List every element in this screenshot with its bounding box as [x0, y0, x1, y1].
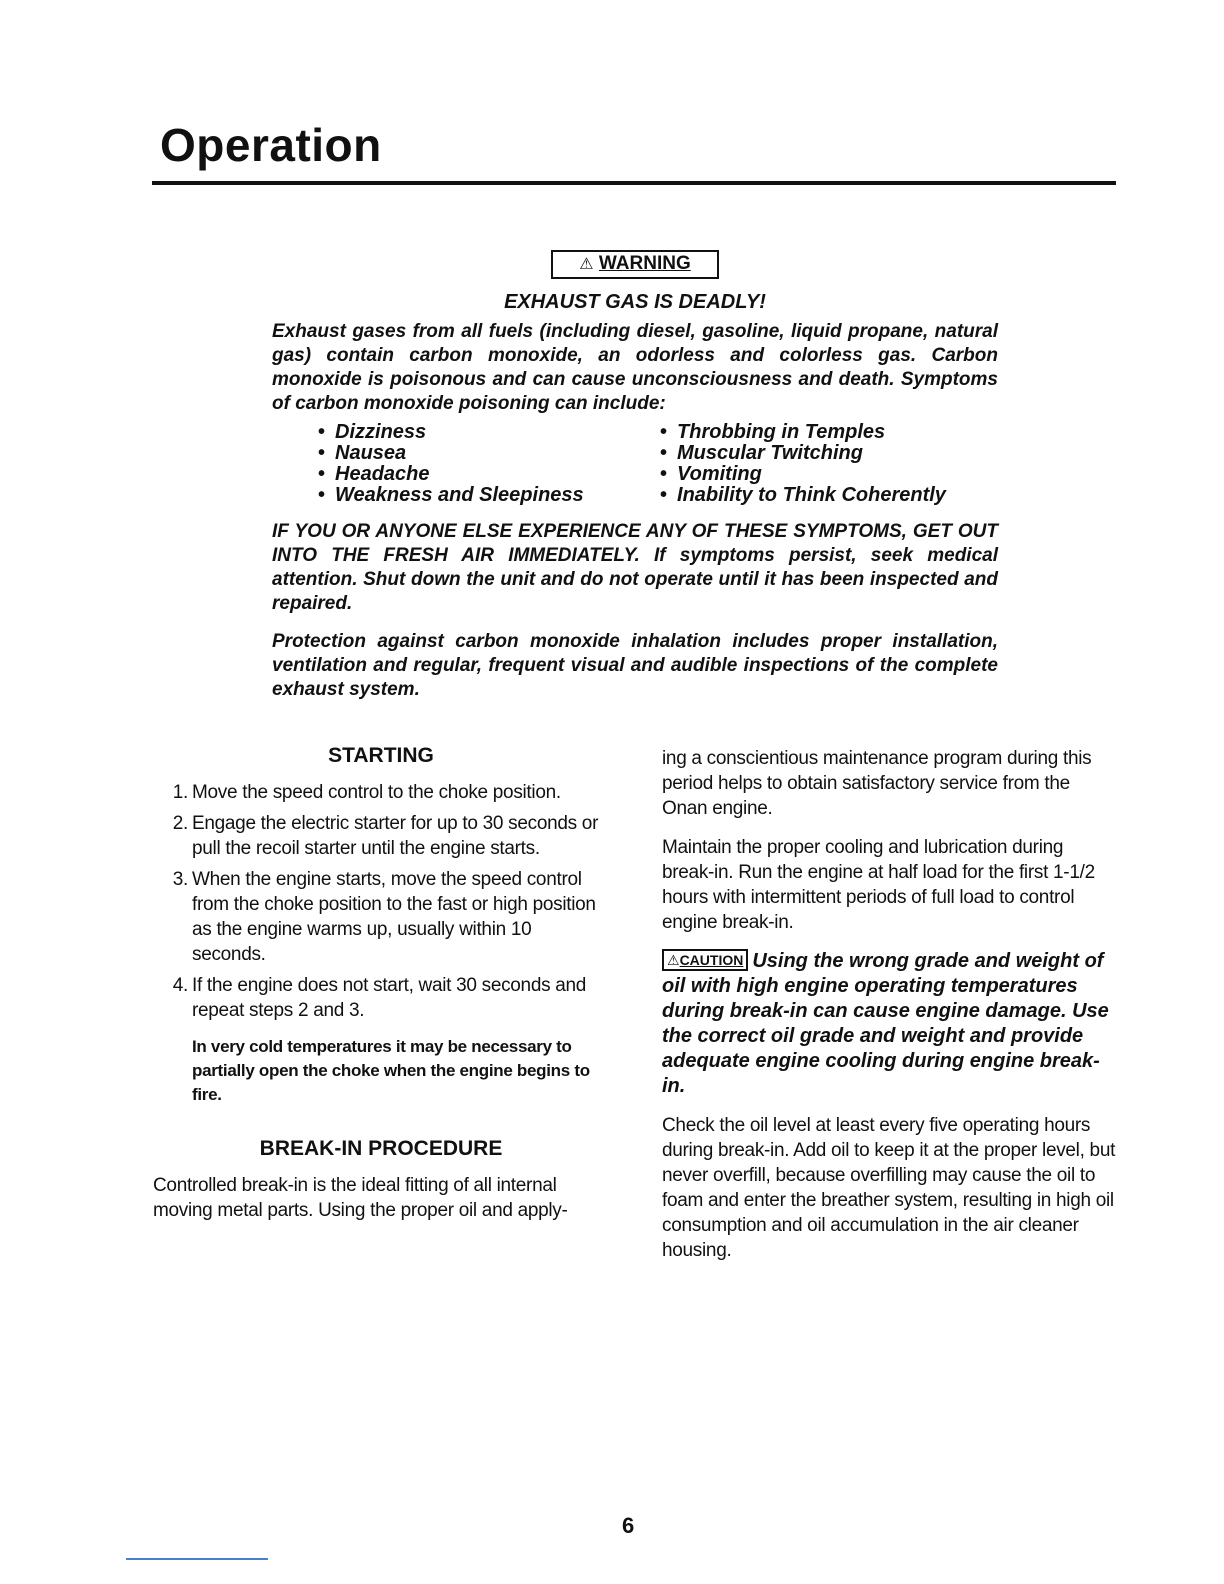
symptom-item: • Nausea	[318, 443, 660, 464]
step-text: Move the speed control to the choke position.	[192, 782, 561, 803]
warning-box	[272, 250, 998, 716]
symptom-item: • Inability to Think Coherently	[660, 485, 1000, 506]
list-item	[153, 867, 609, 967]
title-divider	[152, 181, 1116, 185]
caution-notice	[662, 949, 1118, 1099]
page-number: 6	[622, 1513, 635, 1538]
symptom-column-left	[318, 422, 660, 506]
warning-label	[551, 250, 719, 279]
right-column	[662, 746, 1118, 1277]
symptom-item: • Muscular Twitching	[660, 443, 1000, 464]
caution-triangle-icon: ⚠	[667, 952, 680, 968]
warning-intro: Exhaust gases from all fuels (including diesel, gasoline, liquid propane, natural gas) contain carbon monoxide, an odorless and colorless gas. Carbon monoxide is poisonous and can cause unconsciousness and death. Symptoms of carbon monoxide poisoning can include:	[272, 321, 998, 414]
starting-steps	[153, 780, 609, 1023]
symptom-item: • Throbbing in Temples	[660, 422, 1000, 443]
left-column	[153, 744, 609, 1237]
break-in-paragraph-continued: ing a conscientious maintenance program during this period helps to obtain satisfactory service from the Onan engine.	[662, 748, 1092, 819]
list-item	[153, 811, 609, 861]
step-number: 4.	[172, 975, 188, 996]
warning-heading: EXHAUST GAS IS DEADLY!	[504, 291, 766, 313]
oil-check-paragraph: Check the oil level at least every five operating hours during break-in. Add oil to keep it at the proper level, but never overfill, because overfilling may cause the oil to foam and enter the breather system, resulting in high oil consumption and oil accumulation in the air cleaner housing.	[662, 1115, 1116, 1261]
symptom-item: • Vomiting	[660, 464, 1000, 485]
step-number: 2.	[172, 813, 188, 834]
break-in-heading: BREAK-IN PROCEDURE	[259, 1137, 503, 1160]
caution-label	[662, 949, 748, 971]
page-title: Operation	[160, 119, 382, 171]
caution-signal-word: CAUTION	[679, 952, 744, 968]
caution-text: Using the wrong grade and weight of oil with high engine operating temperatures during break-in can cause engine damage. Use the correct oil grade and weight and provide adequate engine cooling during engine break-in.	[662, 950, 1109, 1097]
symptom-item: • Headache	[318, 464, 660, 485]
warning-action: IF YOU OR ANYONE ELSE EXPERIENCE ANY OF THESE SYMPTOMS, GET OUT INTO THE FRESH AIR IMMEDIATELY. If symptoms persist, seek medical attention. Shut down the unit and do not operate until it has been inspected and repaired.	[272, 521, 998, 614]
step-number: 1.	[172, 782, 188, 803]
step-number: 3.	[172, 869, 188, 890]
warning-signal-word: WARNING	[598, 253, 691, 274]
step-text: If the engine does not start, wait 30 seconds and repeat steps 2 and 3.	[192, 975, 587, 1021]
symptom-column-right	[660, 422, 1000, 506]
warning-triangle-icon: ⚠	[579, 256, 594, 273]
cold-weather-note: In very cold temperatures it may be necessary to partially open the choke when the engine begins to fire.	[192, 1037, 590, 1104]
symptom-list	[318, 422, 998, 506]
symptom-item: • Dizziness	[318, 422, 660, 443]
list-item	[153, 973, 609, 1023]
break-in-paragraph-start: Controlled break-in is the ideal fitting of all internal moving metal parts. Using the proper oil and apply-	[153, 1175, 568, 1221]
symptom-item: • Weakness and Sleepiness	[318, 485, 660, 506]
starting-heading: STARTING	[328, 744, 434, 767]
step-text: Engage the electric starter for up to 30 seconds or pull the recoil starter until the engine starts.	[192, 813, 599, 859]
warning-protection: Protection against carbon monoxide inhalation includes proper installation, ventilation and regular, frequent visual and audible inspections of the complete exhaust system.	[272, 631, 998, 700]
list-item	[153, 780, 609, 805]
footer-link-underline	[126, 1558, 268, 1560]
step-text: When the engine starts, move the speed control from the choke position to the fast or high position as the engine warms up, usually within 10 seconds.	[192, 869, 596, 965]
break-in-load-paragraph: Maintain the proper cooling and lubrication during break-in. Run the engine at half load for the first 1-1/2 hours with intermittent periods of full load to control engine break-in.	[662, 837, 1095, 933]
